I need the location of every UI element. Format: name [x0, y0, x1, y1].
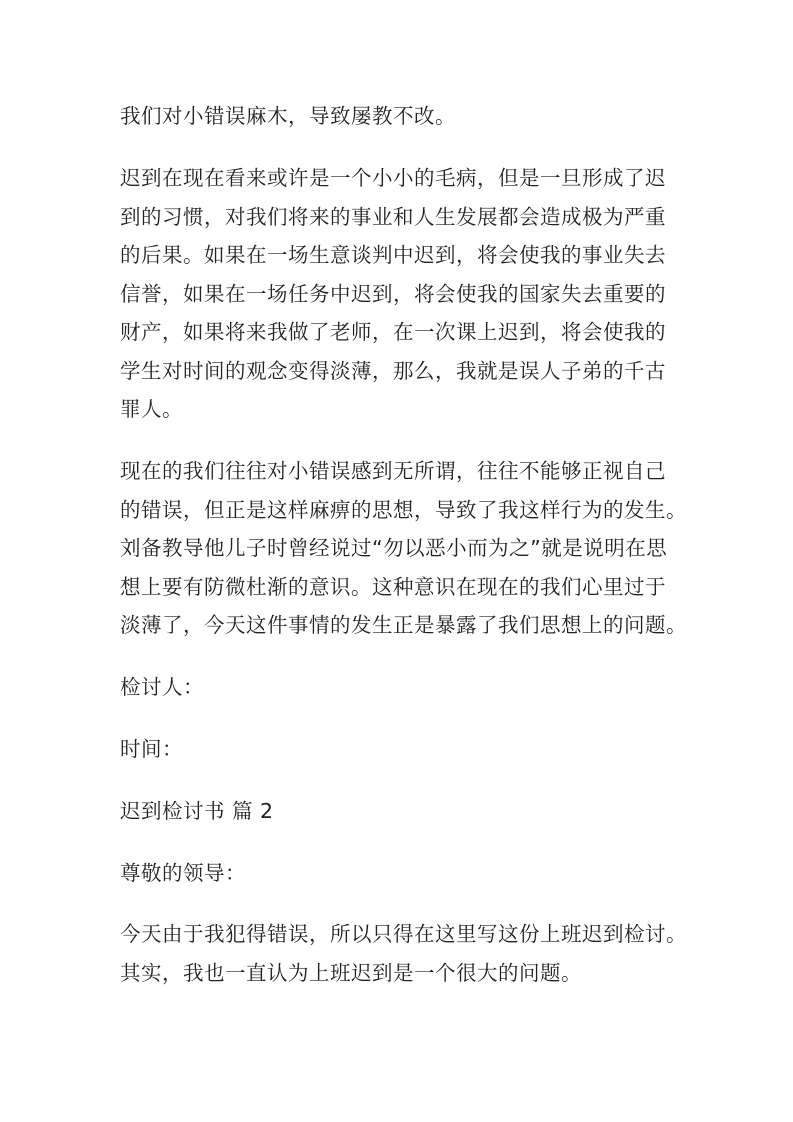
- reviewer-label: 检讨人：: [120, 675, 204, 699]
- paragraph-4-line-2: 其实，我也一直认为上班迟到是一个很大的问题。: [120, 961, 582, 985]
- paragraph-2-line-5: 财产，如果将来我做了老师，在一次课上迟到，将会使我的: [120, 320, 666, 344]
- paragraph-2-line-6: 学生对时间的观念变得淡薄，那么，我就是误人子弟的千古: [120, 359, 666, 383]
- paragraph-1-line-1: 我们对小错误麻木，导致屡教不改。: [120, 104, 456, 128]
- section-heading: 迟到检讨书 篇 2: [120, 799, 274, 823]
- paragraph-2-line-2: 到的习惯，对我们将来的事业和人生发展都会造成极为严重: [120, 205, 666, 229]
- time-label: 时间：: [120, 737, 183, 761]
- paragraph-3-line-3: 刘备教导他儿子时曾经说过“勿以恶小而为之”就是说明在思: [120, 536, 668, 560]
- paragraph-2-line-1: 迟到在现在看来或许是一个小小的毛病，但是一旦形成了迟: [120, 166, 666, 190]
- paragraph-3-line-5: 淡薄了，今天这件事情的发生正是暴露了我们思想上的问题。: [120, 613, 687, 637]
- paragraph-2-line-7: 罪人。: [120, 397, 183, 421]
- paragraph-2-line-3: 的后果。如果在一场生意谈判中迟到，将会使我的事业失去: [120, 243, 666, 267]
- paragraph-4-line-1: 今天由于我犯得错误，所以只得在这里写这份上班迟到检讨。: [120, 922, 687, 946]
- paragraph-3-line-4: 想上要有防微杜渐的意识。这种意识在现在的我们心里过于: [120, 575, 666, 599]
- paragraph-3-line-2: 的错误，但正是这样麻痹的思想，导致了我这样行为的发生。: [120, 498, 687, 522]
- paragraph-2-line-4: 信誉，如果在一场任务中迟到，将会使我的国家失去重要的: [120, 282, 666, 306]
- paragraph-3-line-1: 现在的我们往往对小错误感到无所谓，往往不能够正视自己: [120, 459, 666, 483]
- salutation: 尊敬的领导：: [120, 861, 246, 885]
